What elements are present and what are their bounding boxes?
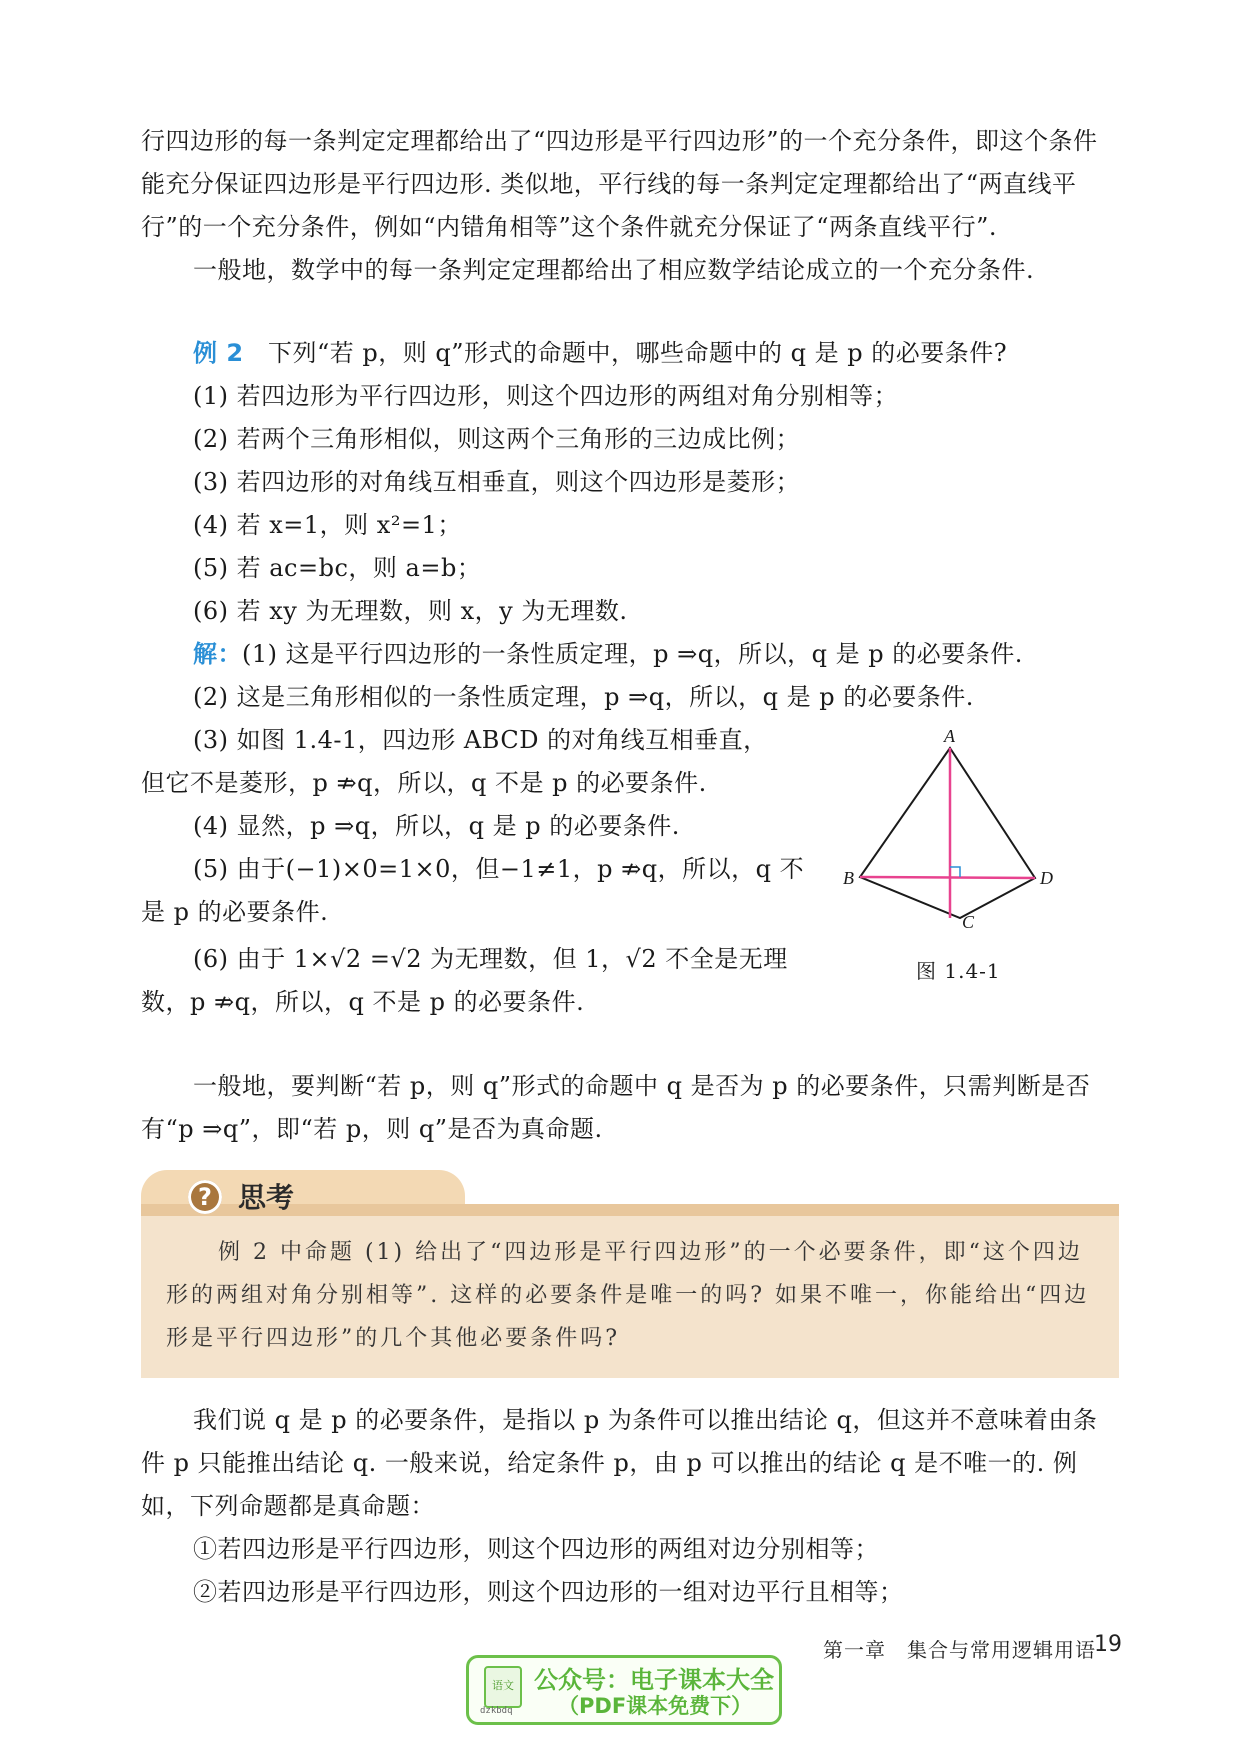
example-item-3: (3) 若四边形的对角线互相垂直，则这个四边形是菱形； [193, 468, 801, 496]
solution-line-6b: 数，p ⇏q，所以，q 不是 p 的必要条件. [141, 988, 585, 1016]
example-item-6: (6) 若 xy 为无理数，则 x，y 为无理数. [193, 597, 628, 625]
example-item-4: (4) 若 x=1，则 x²=1； [193, 511, 462, 539]
example-item-5: (5) 若 ac=bc，则 a=b； [193, 554, 482, 582]
intro-paragraph-1: 行四边形的每一条判定定理都给出了“四边形是平行四边形”的一个充分条件，即这个条件能充分保证四边形是平行四边形. 类似地，平行线的每一条判定定理都给出了“两直线平行”的一个充分条件，例如“内错角相等”这个条件就充分保证了“两条直线平行”. [141, 127, 1098, 241]
diagonal-bd [860, 877, 1035, 878]
think-title: 思考 [238, 1181, 295, 1214]
figure-label-b: B [843, 868, 854, 888]
figure-caption: 图 1.4-1 [916, 959, 1001, 983]
summary-line-2: 有“p ⇒q”，即“若 p，则 q”是否为真命题. [141, 1115, 603, 1143]
solution-line-3a: (3) 如图 1.4-1，四边形 ABCD 的对角线互相垂直， [193, 726, 768, 754]
right-angle-mark [950, 867, 960, 877]
intro-paragraph-2: 一般地，数学中的每一条判定定理都给出了相应数学结论成立的一个充分条件. [193, 256, 1035, 284]
footer-chapter: 第一章 集合与常用逻辑用语 [823, 1638, 1096, 1662]
summary-line-1: 一般地，要判断“若 p，则 q”形式的命题中 q 是否为 p 的必要条件，只需判断是否 [193, 1072, 1091, 1100]
closing-item-1: ①若四边形是平行四边形，则这个四边形的两组对边分别相等； [193, 1535, 879, 1563]
solution-line-2: (2) 这是三角形相似的一条性质定理，p ⇒q，所以，q 是 p 的必要条件. [193, 683, 974, 711]
quadrilateral-figure [830, 720, 1060, 930]
closing-item-2: ②若四边形是平行四边形，则这个四边形的一组对边平行且相等； [193, 1578, 904, 1606]
quadrilateral-edges [860, 748, 1035, 918]
example-label: 例 2 [193, 339, 244, 367]
solution-label: 解： [193, 640, 242, 668]
example-question: 下列“若 p，则 q”形式的命题中，哪些命题中的 q 是 p 的必要条件? [267, 339, 1008, 367]
figure-label-d: D [1040, 868, 1053, 888]
question-icon: ? [188, 1180, 222, 1214]
solution-line-4: (4) 显然，p ⇒q，所以，q 是 p 的必要条件. [193, 812, 680, 840]
solution-line-6a: (6) 由于 1×√2 =√2 为无理数，但 1，√2 不全是无理 [193, 945, 788, 973]
page-number: 19 [1094, 1632, 1122, 1657]
example-item-1: (1) 若四边形为平行四边形，则这个四边形的两组对角分别相等； [193, 382, 899, 410]
think-text: 例 2 中命题 (1) 给出了“四边形是平行四边形”的一个必要条件，即“这个四边形的两组对角分别相等”. 这样的必要条件是唯一的吗? 如果不唯一，你能给出“四边形是平行四边形”的几个其他必要条件吗? [166, 1240, 1090, 1351]
figure-label-a: A [944, 726, 955, 746]
solution-line-5b: 是 p 的必要条件. [141, 898, 329, 926]
solution-text-1: (1) 这是平行四边形的一条性质定理，p ⇒q，所以，q 是 p 的必要条件. [242, 640, 1023, 668]
solution-line-5a: (5) 由于(−1)×0=1×0，但−1≠1，p ⇏q，所以，q 不 [193, 855, 805, 883]
figure-label-c: C [962, 912, 975, 932]
solution-line-3b: 但它不是菱形，p ⇏q，所以，q 不是 p 的必要条件. [141, 769, 707, 797]
stamp-small-text: dzkbdq [480, 1706, 513, 1716]
example-heading [193, 332, 1007, 375]
closing-paragraph: 我们说 q 是 p 的必要条件，是指以 p 为条件可以推出结论 q，但这并不意味着由条件 p 只能推出结论 q. 一般来说，给定条件 p，由 p 可以推出的结论 q 是不唯一的. 例如，下列命题都是真命题： [141, 1406, 1098, 1520]
stamp-line-1: 公众号：电子课本大全 [534, 1666, 774, 1694]
book-icon: 语文 [484, 1666, 522, 1708]
stamp-line-2: （PDF课本免费下） [558, 1694, 753, 1718]
example-item-2: (2) 若两个三角形相似，则这两个三角形的三边成比例； [193, 425, 801, 453]
solution-line-1 [193, 633, 1023, 676]
